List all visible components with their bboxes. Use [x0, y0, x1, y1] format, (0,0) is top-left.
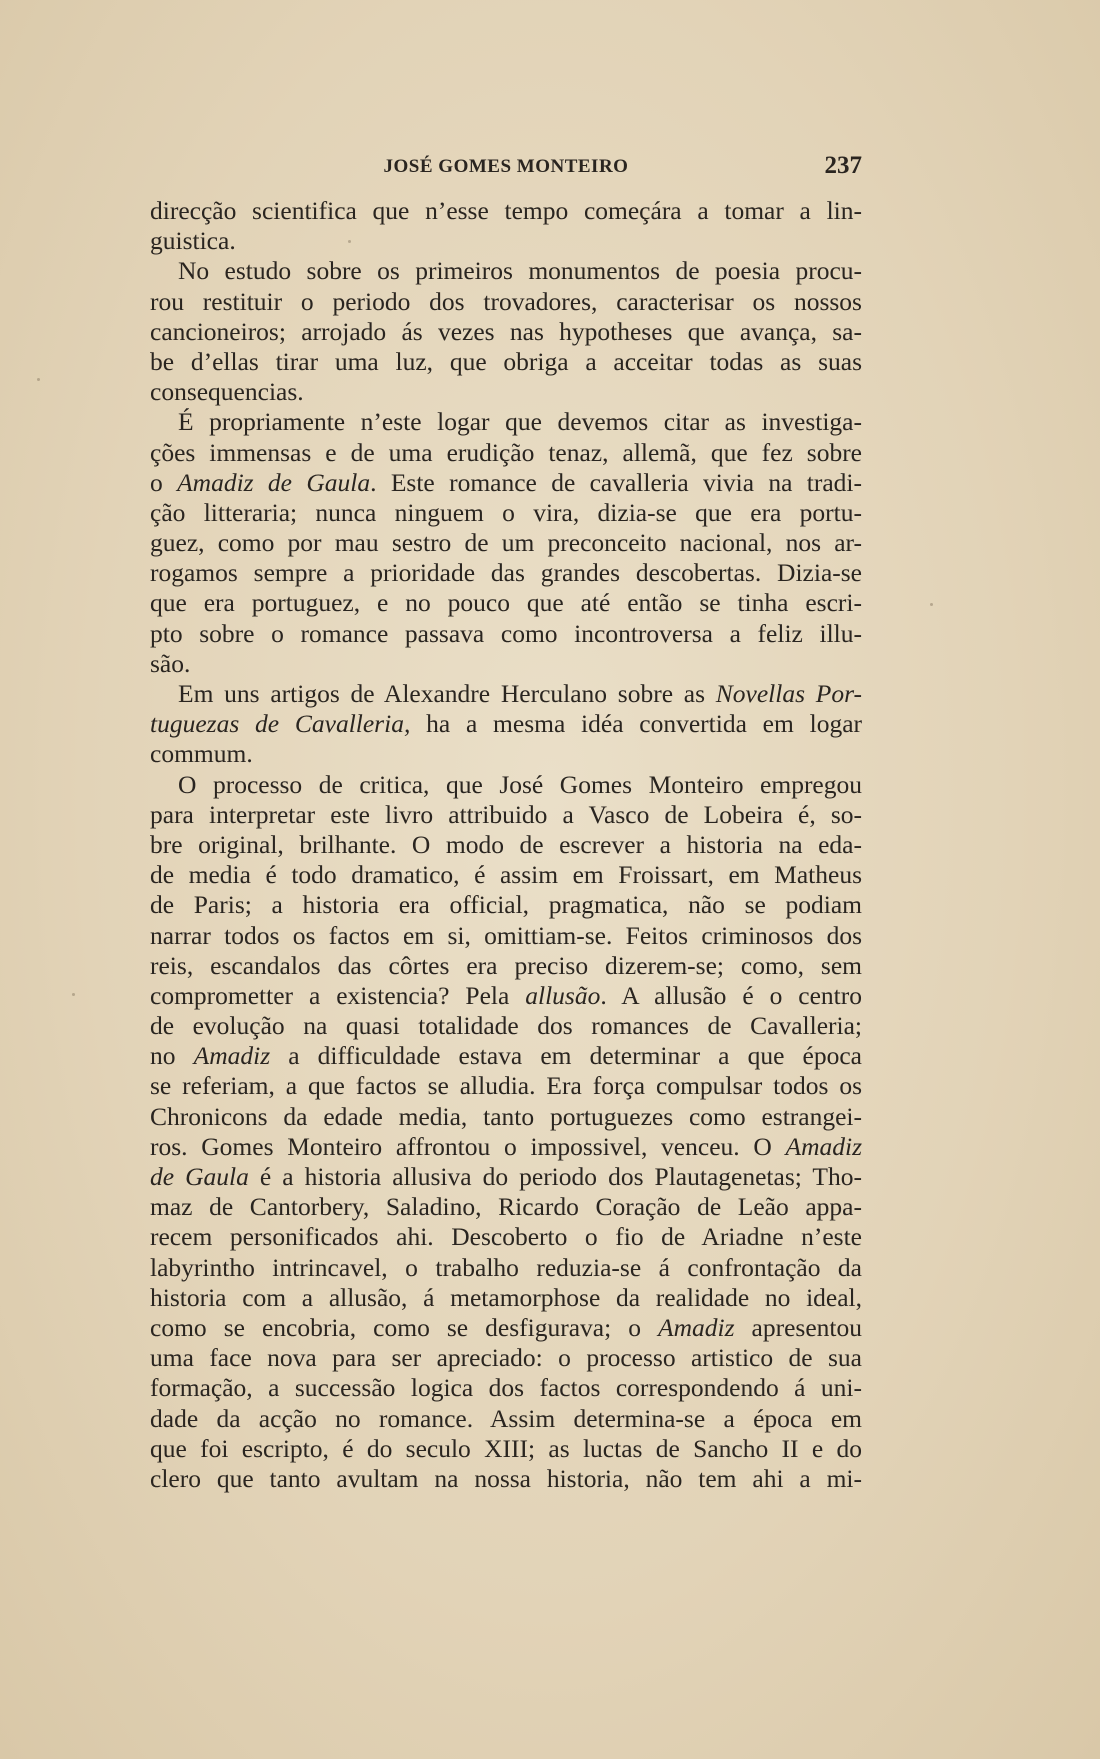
text-line — [150, 1041, 862, 1071]
page-header — [150, 152, 862, 182]
text-span: É propriamente n’este logar que devemos citar as investiga- — [178, 407, 862, 437]
text-line — [150, 1192, 862, 1222]
text-line — [150, 407, 862, 437]
text-span: apresentou — [734, 1312, 862, 1342]
text-line — [150, 1071, 862, 1101]
text-line — [150, 619, 862, 649]
text-line — [150, 951, 862, 981]
text-span: pto sobre o romance passava como incontroversa a feliz illu- — [150, 618, 862, 648]
text-span: consequencias. — [150, 377, 304, 407]
text-line — [150, 830, 862, 860]
text-span: guez, como por mau sestro de um preconceito nacional, nos ar- — [150, 528, 862, 558]
text-line — [150, 528, 862, 558]
text-span: se referiam, a que factos se alludia. Era força compulsar todos os — [150, 1071, 862, 1101]
text-span: de Paris; a historia era official, pragmatica, não se podiam — [150, 890, 862, 920]
text-line — [150, 438, 862, 468]
paper-speck — [348, 240, 351, 243]
text-span: . Este romance de cavalleria vivia na tradi- — [370, 467, 862, 497]
text-span: uma face nova para ser apreciado: o processo artistico de sua — [150, 1343, 862, 1373]
text-span: ção litteraria; nunca ninguem o vira, dizia-se que era portu- — [150, 497, 862, 527]
text-line — [150, 1434, 862, 1464]
text-line — [150, 1102, 862, 1132]
text-span: que foi escripto, é do seculo XIII; as luctas de Sancho II e do — [150, 1433, 862, 1463]
text-span: clero que tanto avultam na nossa historia, não tem ahi a mi- — [150, 1463, 862, 1493]
text-span: labyrintho intrincavel, o trabalho reduzia-se á confrontação da — [150, 1252, 862, 1282]
italic-title: allusão — [525, 980, 601, 1010]
text-line — [150, 1283, 862, 1313]
text-span: rogamos sempre a prioridade das grandes descobertas. Dizia-se — [150, 558, 862, 588]
text-span: direcção scientifica que n’esse tempo começára a tomar a lin- — [150, 196, 862, 225]
text-line — [150, 347, 862, 377]
text-line — [150, 1222, 862, 1252]
text-span: Chronicons da edade media, tanto portuguezes como estrangei- — [150, 1101, 862, 1131]
italic-title: Amadiz — [785, 1131, 862, 1161]
italic-title: Amadiz de Gaula — [177, 467, 371, 497]
text-span: cancioneiros; arrojado ás vezes nas hypotheses que avança, sa- — [150, 316, 862, 346]
text-span: commum. — [150, 739, 253, 769]
italic-title: de Gaula — [150, 1162, 249, 1191]
text-span: que era portuguez, e no pouco que até então se tinha escri- — [150, 588, 862, 618]
text-line — [150, 1464, 862, 1494]
text-span: ros. Gomes Monteiro affrontou o impossivel, venceu. O — [150, 1131, 786, 1161]
text-line — [150, 498, 862, 528]
text-line — [150, 377, 862, 407]
text-span: reis, escandalos das côrtes era preciso dizerem-se; como, sem — [150, 950, 862, 980]
text-span: O processo de critica, que José Gomes Monteiro empregou — [178, 769, 862, 799]
text-span: comprometter a existencia? Pela — [150, 980, 526, 1010]
text-line — [150, 256, 862, 286]
text-span: no — [150, 1041, 194, 1071]
text-line — [150, 1011, 862, 1041]
text-line — [150, 649, 862, 679]
text-span: bre original, brilhante. O modo de escrever a historia na eda- — [150, 829, 862, 859]
text-span: narrar todos os factos em si, omittiam-se. Feitos criminosos dos — [150, 920, 862, 950]
text-line — [150, 800, 862, 830]
text-line — [150, 287, 862, 317]
text-line — [150, 1343, 862, 1373]
text-span: como se encobria, como se desfigurava; o — [150, 1312, 658, 1342]
text-span: formação, a successão logica dos factos correspondendo á uni- — [150, 1373, 862, 1403]
text-span: historia com a allusão, á metamorphose da realidade no ideal, — [150, 1282, 862, 1312]
text-line — [150, 1313, 862, 1343]
text-span: ha a mesma idéa convertida em logar — [410, 709, 863, 739]
text-span: ções immensas e de uma erudição tenaz, allemã, que fez sobre — [150, 437, 862, 467]
text-line — [150, 226, 862, 256]
italic-title: tuguezas de Cavalleria, — [150, 709, 411, 739]
text-line — [150, 921, 862, 951]
text-span: recem personificados ahi. Descoberto o fio de Ariadne n’este — [150, 1222, 862, 1252]
italic-title: Amadiz — [658, 1312, 735, 1342]
text-line — [150, 709, 862, 739]
paper-speck — [930, 603, 933, 606]
running-head: JOSÉ GOMES MONTEIRO — [383, 156, 629, 177]
text-line — [150, 468, 862, 498]
paper-speck — [72, 993, 75, 996]
body-text — [150, 196, 862, 1494]
text-line — [150, 860, 862, 890]
text-line — [150, 981, 862, 1011]
text-span: be d’ellas tirar uma luz, que obriga a acceitar todas as suas — [150, 346, 862, 376]
text-line — [150, 890, 862, 920]
page-number: 237 — [824, 152, 862, 179]
text-line — [150, 770, 862, 800]
text-line — [150, 1404, 862, 1434]
text-line — [150, 317, 862, 347]
text-span: No estudo sobre os primeiros monumentos de poesia procu- — [178, 256, 862, 286]
italic-title: Novellas Por- — [715, 679, 862, 708]
text-line — [150, 679, 862, 709]
text-span: de media é todo dramatico, é assim em Froissart, em Matheus — [150, 860, 862, 890]
paper-speck — [37, 378, 40, 381]
text-span: para interpretar este livro attribuido a Vasco de Lobeira é, so- — [150, 799, 862, 829]
text-span: Em uns artigos de Alexandre Herculano sobre as — [178, 679, 716, 708]
text-line — [150, 196, 862, 226]
text-line — [150, 1162, 862, 1192]
text-line — [150, 739, 862, 769]
text-span: a difficuldade estava em determinar a que época — [270, 1041, 863, 1071]
italic-title: Amadiz — [193, 1041, 271, 1071]
text-line — [150, 558, 862, 588]
text-line — [150, 1132, 862, 1162]
text-line — [150, 588, 862, 618]
text-span: é a historia allusiva do periodo dos Plautagenetas; Tho- — [248, 1162, 862, 1191]
text-line — [150, 1373, 862, 1403]
text-span: guistica. — [150, 226, 236, 256]
text-line — [150, 1253, 862, 1283]
text-span: dade da acção no romance. Assim determina-se a época em — [150, 1403, 862, 1433]
text-span: maz de Cantorbery, Saladino, Ricardo Coração de Leão appa- — [150, 1192, 862, 1222]
text-span: . A allusão é o centro — [600, 980, 862, 1010]
text-span: são. — [150, 648, 191, 678]
text-span: rou restituir o periodo dos trovadores, caracterisar os nossos — [150, 286, 862, 316]
text-span: o — [150, 467, 178, 497]
text-span: de evolução na quasi totalidade dos romances de Cavalleria; — [150, 1011, 862, 1041]
